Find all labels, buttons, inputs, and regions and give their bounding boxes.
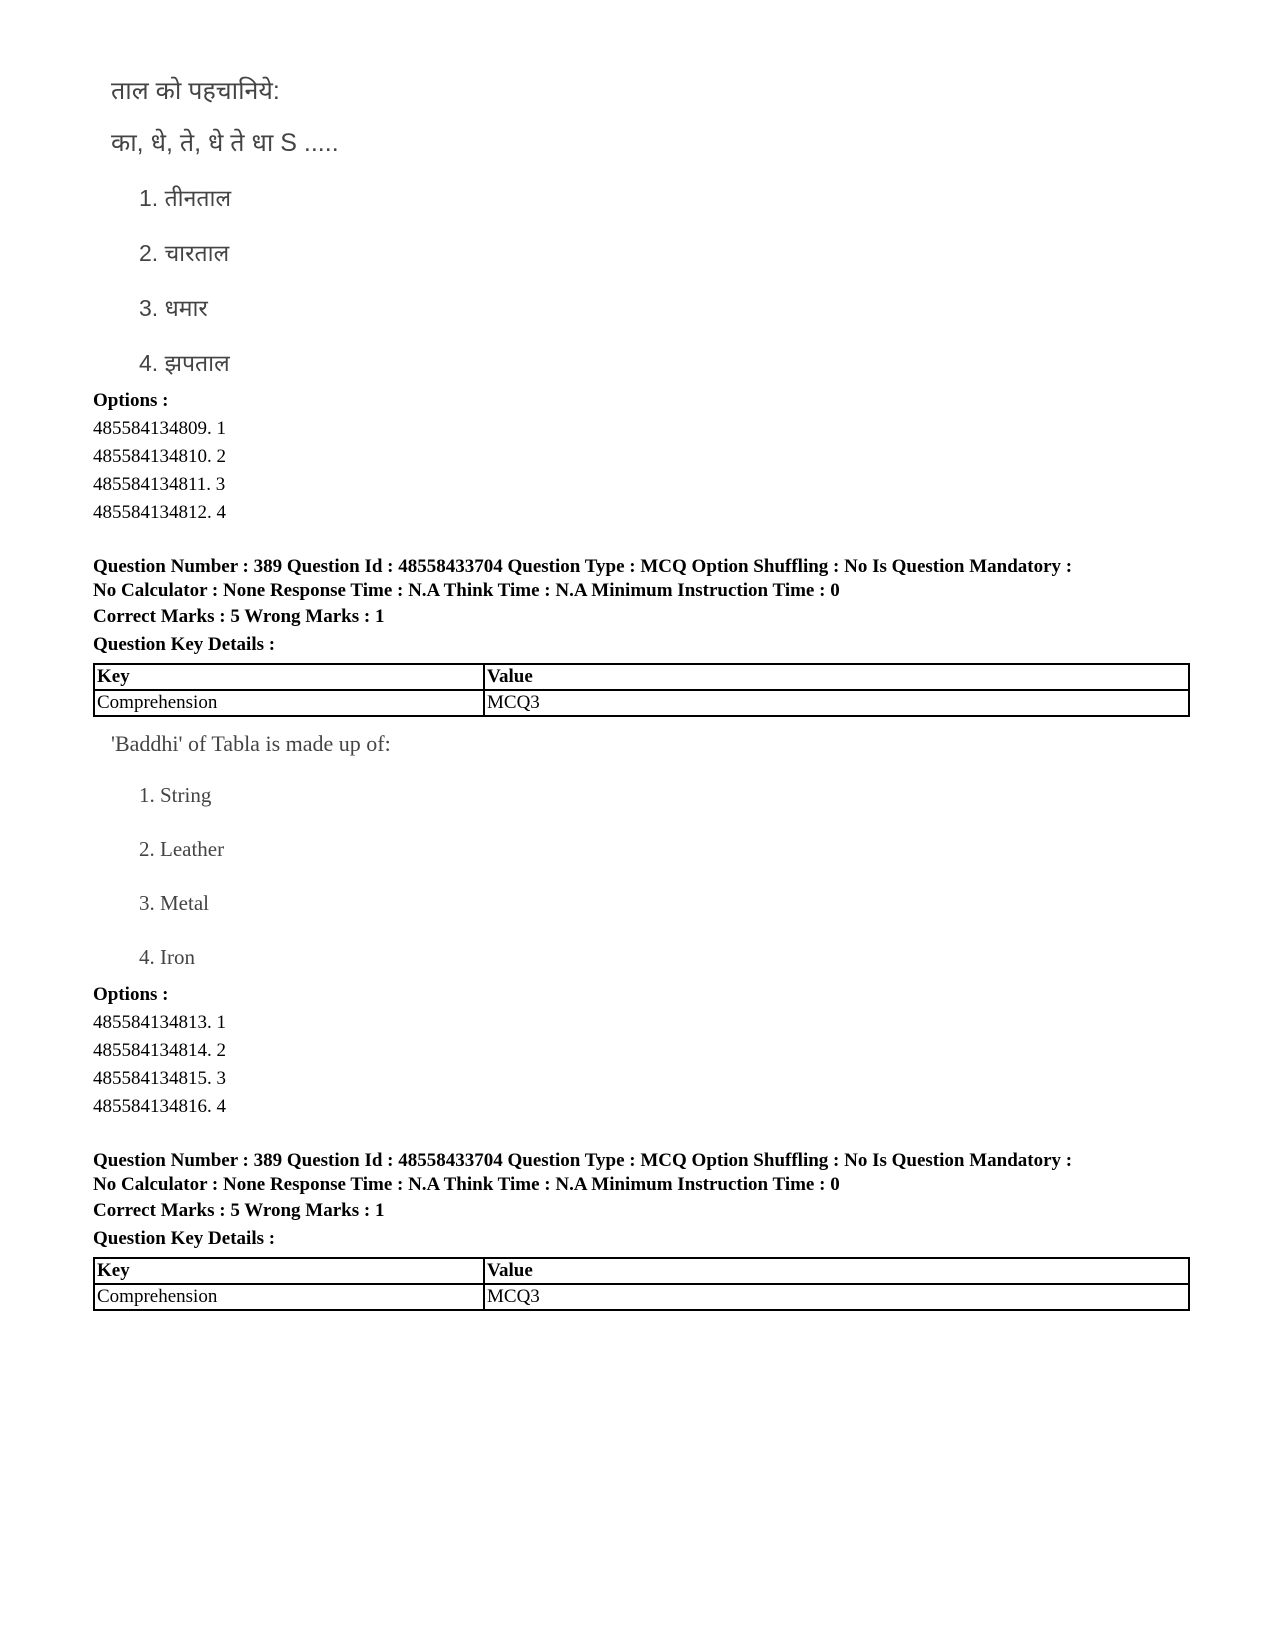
option-id: 485584134815. 3 bbox=[93, 1068, 226, 1089]
table-cell-value: MCQ3 bbox=[484, 1284, 1189, 1310]
table-header-value: Value bbox=[484, 664, 1189, 690]
question-1-choice: 2. चारताल bbox=[139, 240, 230, 266]
table-header-row bbox=[94, 1258, 1189, 1284]
question-2-choice: 4. Iron bbox=[139, 945, 195, 969]
table-header-key: Key bbox=[94, 664, 484, 690]
question-2-image bbox=[111, 729, 1183, 971]
option-id: 485584134812. 4 bbox=[93, 502, 226, 523]
option-id: 485584134813. 1 bbox=[93, 1012, 226, 1033]
option-id: 485584134816. 4 bbox=[93, 1096, 226, 1117]
table-cell-value: MCQ3 bbox=[484, 690, 1189, 716]
table-header-row bbox=[94, 664, 1189, 690]
option-id: 485584134814. 2 bbox=[93, 1040, 226, 1061]
question-meta-line2: No Calculator : None Response Time : N.A Think Time : N.A Minimum Instruction Time : 0 bbox=[93, 1174, 840, 1195]
question-1-stem-line2: का, धे, ते, धे ते धा S ..... bbox=[111, 129, 339, 157]
question-key-table bbox=[93, 1257, 1190, 1311]
option-id: 485584134811. 3 bbox=[93, 474, 226, 495]
question-1-image bbox=[111, 76, 1183, 377]
question-2-choice: 1. String bbox=[139, 783, 212, 807]
question-1-choice: 4. झपताल bbox=[139, 350, 230, 376]
options-label: Options : bbox=[93, 984, 169, 1005]
table-row bbox=[94, 1284, 1189, 1310]
question-1-choice: 3. धमार bbox=[139, 295, 208, 321]
question-meta-line1: Question Number : 389 Question Id : 48558433704 Question Type : MCQ Option Shuffling : No Is Question Mandatory : bbox=[93, 1150, 1073, 1171]
table-header-value: Value bbox=[484, 1258, 1189, 1284]
question-2-choice: 3. Metal bbox=[139, 891, 209, 915]
question-meta-line2: No Calculator : None Response Time : N.A Think Time : N.A Minimum Instruction Time : 0 bbox=[93, 580, 840, 601]
table-cell-key: Comprehension bbox=[94, 1284, 484, 1310]
question-marks: Correct Marks : 5 Wrong Marks : 1 bbox=[93, 1200, 385, 1221]
option-id: 485584134810. 2 bbox=[93, 446, 226, 467]
question-key-details-label: Question Key Details : bbox=[93, 1228, 276, 1249]
question-marks: Correct Marks : 5 Wrong Marks : 1 bbox=[93, 606, 385, 627]
question-1-choice: 1. तीनताल bbox=[139, 185, 232, 211]
document-page bbox=[93, 70, 1183, 1323]
options-label: Options : bbox=[93, 390, 169, 411]
question-2-stem: 'Baddhi' of Tabla is made up of: bbox=[111, 731, 391, 756]
question-1-stem-line1: ताल को पहचानिये: bbox=[111, 77, 280, 105]
table-cell-key: Comprehension bbox=[94, 690, 484, 716]
question-key-details-label: Question Key Details : bbox=[93, 634, 276, 655]
question-key-table bbox=[93, 663, 1190, 717]
table-header-key: Key bbox=[94, 1258, 484, 1284]
question-2-choice: 2. Leather bbox=[139, 837, 225, 861]
table-row bbox=[94, 690, 1189, 716]
option-id: 485584134809. 1 bbox=[93, 418, 226, 439]
question-meta-line1: Question Number : 389 Question Id : 48558433704 Question Type : MCQ Option Shuffling : No Is Question Mandatory : bbox=[93, 556, 1073, 577]
